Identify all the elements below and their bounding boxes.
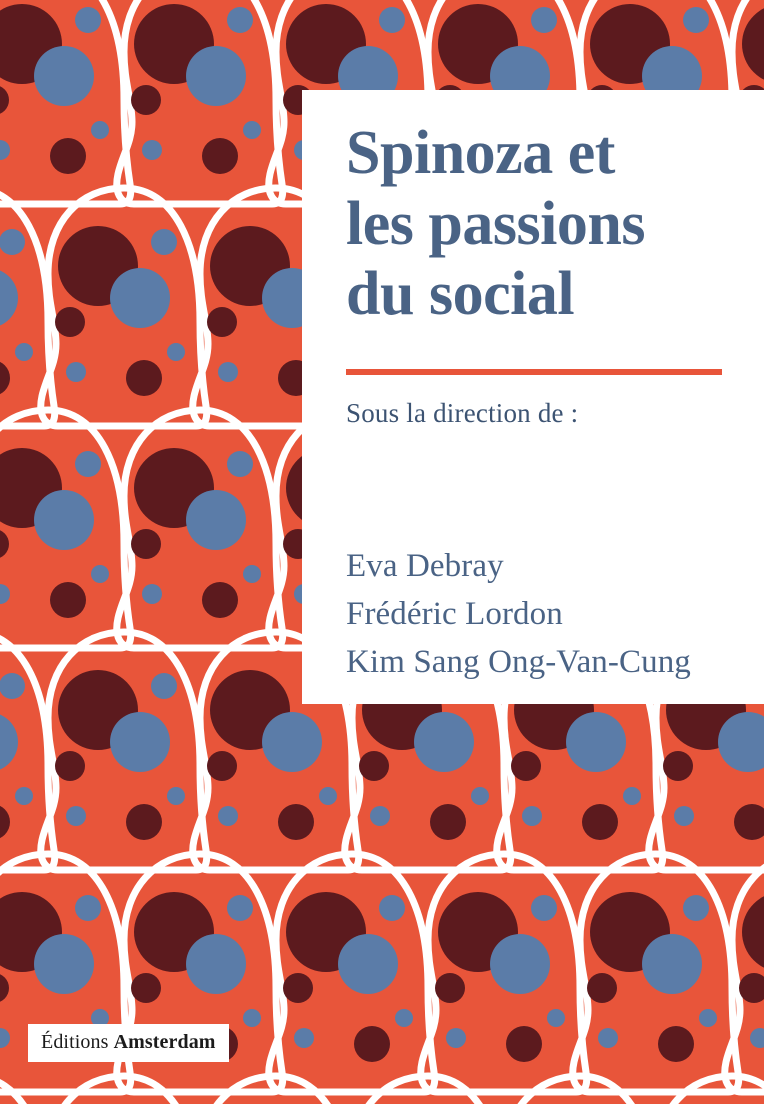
author-list [346,542,691,687]
silhouette-head [36,182,212,432]
title-line-3: du social [346,260,575,329]
silhouette-head [188,1070,364,1104]
silhouette-head [340,1070,516,1104]
title-panel [302,90,764,704]
silhouette-head [492,1070,668,1104]
title-line-2: les passions [346,189,645,258]
silhouette-head [416,848,592,1098]
silhouette-head [644,1070,764,1104]
page-title [346,118,746,330]
silhouette-head [264,848,440,1098]
silhouette-head [112,0,288,210]
author-3: Kim Sang Ong-Van-Cung [346,644,691,681]
silhouette-head [36,626,212,876]
editors-label: Sous la direction de : [346,398,579,428]
author-2: Frédéric Lordon [346,596,563,633]
silhouette-head [720,848,764,1098]
silhouette-head [112,404,288,654]
publisher-name: Amsterdam [113,1031,216,1053]
publisher-logo [28,1024,229,1062]
author-1: Eva Debray [346,548,504,584]
title-divider [346,369,722,375]
title-line-1: Spinoza et [346,119,615,187]
silhouette-head [36,1070,212,1104]
silhouette-head [568,848,744,1098]
publisher-prefix: Éditions [41,1031,114,1053]
